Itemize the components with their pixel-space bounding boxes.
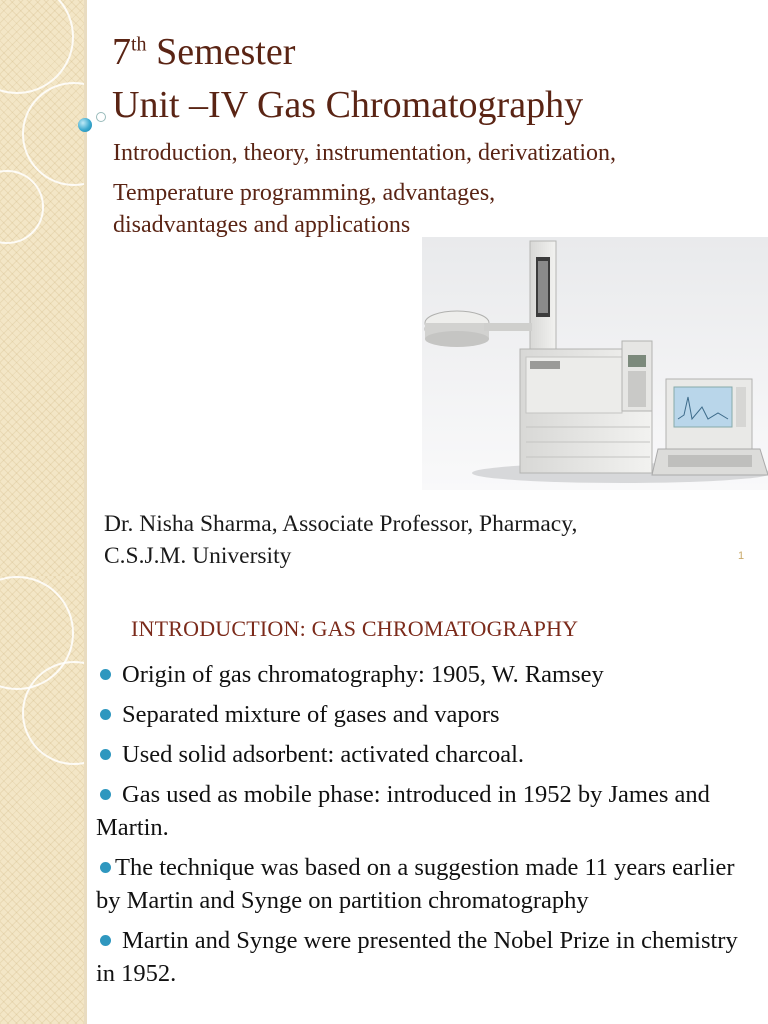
bullet-icon	[100, 862, 111, 873]
page-number: 1	[738, 550, 745, 562]
bullet-icon	[100, 669, 111, 680]
gas-chromatograph-photo	[422, 237, 768, 490]
decorative-ring	[0, 170, 44, 244]
decorative-ring	[22, 82, 126, 186]
strip-edge	[84, 576, 87, 1024]
bullet-item: The technique was based on a suggestion made 11 years earlier by Martin and Synge on partition chromatography	[96, 854, 735, 914]
bullet-item: Separated mixture of gases and vapors	[96, 698, 746, 731]
decorative-small-ring	[96, 112, 106, 122]
bullet-icon	[100, 935, 111, 946]
strip-edge	[84, 0, 87, 576]
slide-title-line-1: 7th Semester	[112, 31, 296, 73]
bullet-item: Used solid adsorbent: activated charcoal.	[96, 738, 746, 771]
author-line-1: Dr. Nisha Sharma, Associate Professor, Pharmacy,	[104, 511, 578, 537]
bullet-item: Martin and Synge were presented the Nobel Prize in chemistry in 1952.	[96, 927, 738, 987]
bullet-icon	[100, 709, 111, 720]
bullet-icon	[100, 749, 111, 760]
topic-line-2: Temperature programming, advantages,	[113, 180, 496, 206]
author-line-2: C.S.J.M. University	[104, 543, 292, 569]
decorative-dot	[78, 118, 92, 132]
bullet-item: Origin of gas chromatography: 1905, W. Ramsey	[96, 658, 746, 691]
bullet-list	[96, 658, 746, 997]
slide-2	[0, 576, 768, 1024]
decorative-side-strip	[0, 0, 84, 576]
slide-title-line-2: Unit –IV Gas Chromatography	[112, 84, 584, 126]
decorative-side-strip	[0, 576, 84, 1024]
topic-line-3: disadvantages and applications	[113, 212, 411, 238]
topic-line-1: Introduction, theory, instrumentation, derivatization,	[113, 140, 616, 166]
decorative-ring	[0, 0, 74, 94]
bullet-item: Gas used as mobile phase: introduced in 1952 by James and Martin.	[96, 781, 710, 841]
section-heading: INTRODUCTION: GAS CHROMATOGRAPHY	[131, 616, 579, 641]
bullet-icon	[100, 789, 111, 800]
